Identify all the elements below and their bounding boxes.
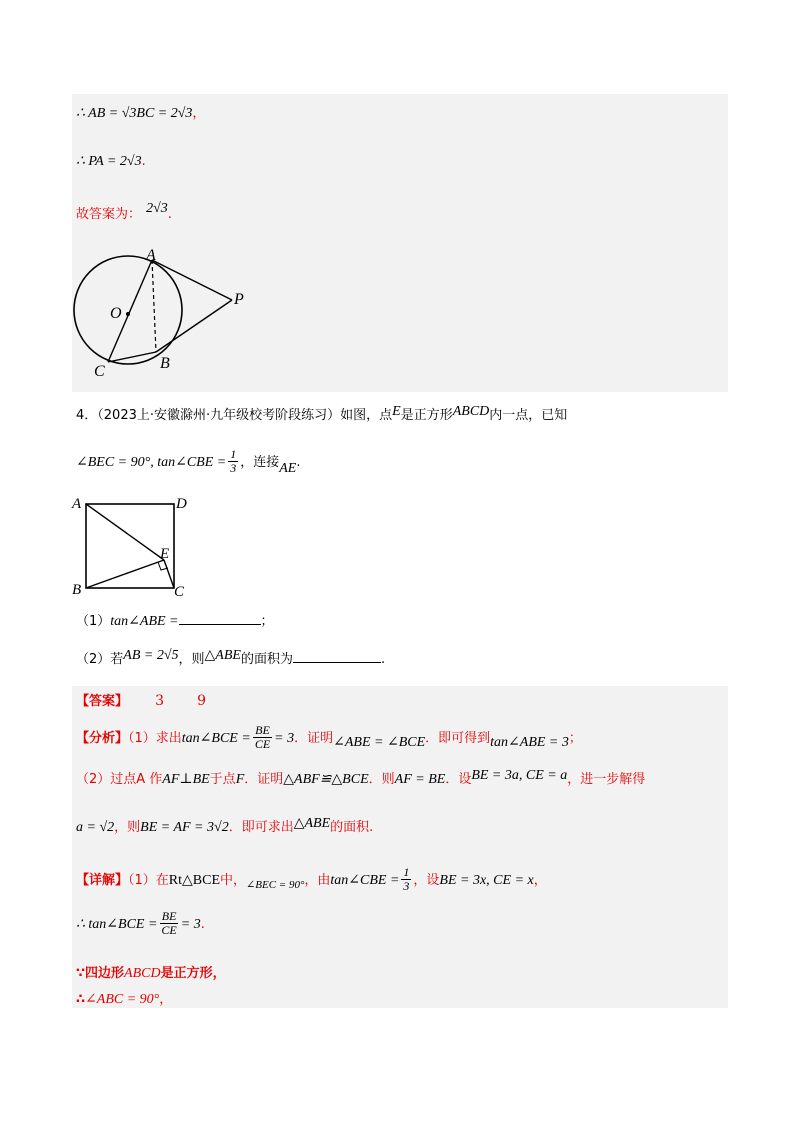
fraction — [401, 866, 411, 893]
math-expr: AB = 2√5 — [123, 648, 179, 663]
answer-value: 2√3 — [146, 201, 168, 216]
problem-4-line-2 — [76, 448, 301, 475]
segment-ce — [164, 560, 174, 588]
answer-blank — [179, 612, 261, 625]
text: ，设 — [413, 873, 440, 888]
text: 内一点，已知 — [489, 408, 568, 423]
text: ∵四边形 — [76, 966, 125, 981]
answer-row — [76, 690, 206, 709]
center-dot — [126, 312, 130, 316]
text: ，连接 — [240, 455, 280, 470]
math-expr: F — [235, 772, 245, 787]
q-label: （2）若 — [76, 652, 124, 667]
analysis-line-1 — [76, 724, 582, 751]
analysis-label: 【分析】 — [76, 731, 129, 746]
text: ，由 — [304, 873, 331, 888]
math-expr: BE = AF = 3√2 — [140, 820, 229, 835]
question-2 — [76, 648, 385, 668]
numerator: BE — [255, 723, 270, 737]
text: ．证明 — [244, 772, 284, 787]
text: （1）在 — [128, 873, 169, 888]
math-expr: AF = BE — [394, 772, 446, 787]
label-A: A — [72, 496, 82, 512]
numerator: BE — [161, 909, 177, 923]
math-expr: E — [392, 404, 401, 419]
dashed-ab — [152, 260, 156, 352]
analysis-line-2 — [76, 768, 645, 788]
punct: ， — [533, 873, 547, 888]
text: ，则 — [114, 820, 141, 835]
math-expr: ABCD — [452, 404, 490, 419]
detail-line-1 — [76, 866, 547, 893]
circle-tangent-figure — [72, 244, 272, 384]
math-expr: AF⊥BE — [162, 772, 210, 787]
text: ，则 — [178, 652, 205, 667]
math-expr: = 3 — [180, 917, 201, 932]
answer-2: 9 — [197, 693, 207, 709]
tangent-pb — [156, 300, 232, 352]
text: 是正方形 — [400, 408, 453, 423]
text: ∴ — [76, 992, 86, 1007]
denominator: 3 — [403, 879, 410, 893]
math-expr: tan∠ABE = — [110, 614, 179, 629]
punct: . — [200, 917, 205, 932]
punct: . — [380, 652, 386, 667]
math-expr: ∠BEC = 90° — [246, 879, 305, 891]
denominator: CE — [254, 737, 271, 751]
problem-number: 4． — [76, 408, 98, 423]
math-expr: ∴ PA = 2√3 — [76, 154, 142, 169]
text: 于点 — [209, 772, 236, 787]
label-A: A — [146, 247, 156, 264]
math-expr: AE — [279, 461, 297, 476]
denominator: CE — [161, 923, 177, 937]
math-expr: ∠ABC = 90° — [85, 992, 160, 1007]
text: 的面积. — [330, 820, 374, 835]
math-expr: = 3 — [274, 731, 295, 746]
detail-label: 【详解】 — [76, 873, 129, 888]
text: 是正方形， — [160, 966, 226, 981]
label-C: C — [174, 584, 185, 600]
numerator: 1 — [230, 447, 237, 461]
q-label: （1） — [76, 614, 111, 629]
detail-line-2 — [76, 910, 205, 937]
answer-1: 3 — [155, 693, 165, 709]
proof-line-1 — [76, 102, 205, 122]
tangent-pa — [152, 260, 232, 300]
detail-line-4 — [76, 988, 172, 1008]
answer-label: 【答案】 — [76, 694, 129, 709]
text: （2）过点A 作 — [76, 772, 163, 787]
analysis-line-3 — [76, 816, 373, 836]
math-expr: BE = 3x, CE = x — [439, 873, 534, 888]
text: （1）求出 — [128, 731, 182, 746]
math-expr: BE = 3a, CE = a — [471, 768, 568, 783]
label-O: O — [110, 305, 122, 322]
math-expr: △ABE — [204, 648, 241, 663]
math-expr: ABCD — [124, 966, 161, 981]
punct: ； — [260, 614, 274, 629]
denominator: 3 — [230, 461, 237, 475]
math-expr: ∴ tan∠BCE = — [76, 917, 158, 932]
detail-line-3 — [76, 962, 226, 982]
text: 如图，点 — [340, 408, 393, 423]
fraction — [228, 448, 238, 475]
text: ．则 — [368, 772, 395, 787]
problem-4-line-1 — [76, 404, 567, 424]
text: ．即可得到 — [425, 731, 491, 746]
punct: ， — [192, 106, 206, 121]
label-D: D — [176, 496, 187, 512]
numerator: 1 — [403, 865, 410, 879]
square-figure — [68, 492, 198, 602]
math-expr: a = √2 — [76, 820, 115, 835]
math-expr: Rt△BCE — [168, 873, 221, 888]
math-expr: ∠ABE = ∠BCE — [333, 735, 426, 750]
math-expr: △ABF≌△BCE — [283, 772, 369, 787]
question-1 — [76, 610, 274, 630]
math-expr: tan∠CBE = — [330, 873, 400, 888]
math-expr: ∴ AB = √3BC = 2√3 — [76, 106, 193, 121]
problem-source: （2023上·安徽滁州·九年级校考阶段练习） — [97, 408, 341, 423]
segment-ae — [86, 504, 164, 560]
punct: . — [167, 207, 172, 222]
math-expr: tan∠BCE = — [181, 731, 251, 746]
label-B: B — [72, 582, 82, 598]
fraction — [253, 724, 272, 751]
text: 中， — [220, 873, 247, 888]
label-E: E — [160, 546, 170, 562]
text: 的面积为 — [240, 652, 293, 667]
punct: . — [296, 455, 301, 470]
fraction — [159, 910, 178, 937]
text: ．设 — [445, 772, 472, 787]
label-P: P — [234, 291, 244, 308]
proof-line-2 — [76, 150, 146, 170]
text: ，进一步解得 — [567, 772, 646, 787]
circle — [74, 256, 182, 364]
answer-blank — [293, 650, 381, 663]
answer-prefix: 故答案为： — [76, 207, 142, 222]
math-expr: △ABE — [293, 816, 331, 831]
text: ．证明 — [294, 731, 334, 746]
label-B: B — [160, 355, 170, 372]
segment-be — [86, 560, 164, 588]
math-expr: ∠BEC = 90°, tan∠CBE = — [76, 455, 227, 470]
math-expr: tan∠ABE = 3 — [490, 735, 569, 750]
punct: . — [141, 154, 146, 169]
answer-line — [76, 203, 172, 223]
text: ．即可求出 — [228, 820, 294, 835]
punct: ； — [568, 731, 582, 746]
label-C: C — [94, 363, 105, 380]
punct: ， — [159, 992, 173, 1007]
